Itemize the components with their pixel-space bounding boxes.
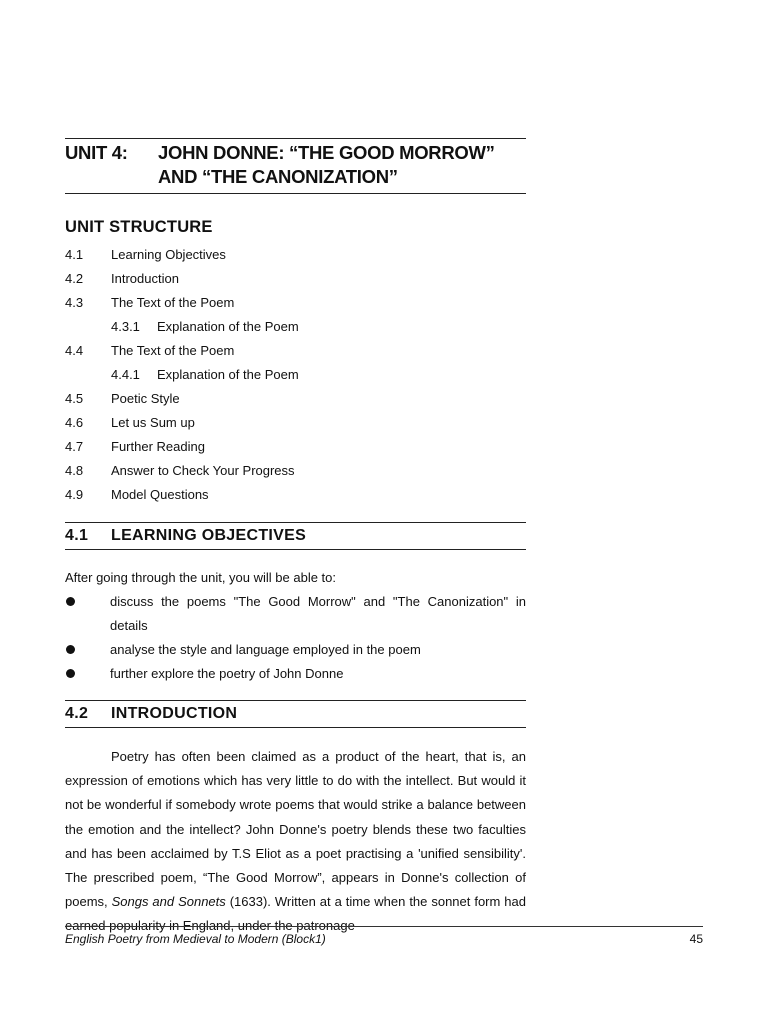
toc-item: 4.9 Model Questions	[65, 487, 209, 502]
toc-item: 4.6 Let us Sum up	[65, 415, 195, 430]
toc-item: 4.8 Answer to Check Your Progress	[65, 463, 295, 478]
bullet-dot-icon	[65, 662, 110, 686]
section-heading-objectives: 4.1 LEARNING OBJECTIVES	[65, 522, 526, 550]
footer-book-title: English Poetry from Medieval to Modern (Block1)	[65, 932, 326, 946]
toc-item: 4.4 The Text of the Poem	[65, 343, 235, 358]
unit-structure-heading: UNIT STRUCTURE	[65, 218, 213, 236]
list-item: further explore the poetry of John Donne	[65, 662, 526, 686]
toc-item: 4.7 Further Reading	[65, 439, 205, 454]
unit-header	[65, 138, 526, 194]
objectives-intro: After going through the unit, you will be able to:	[65, 570, 337, 585]
book-title-italic: Songs and Sonnets	[111, 894, 226, 910]
toc-subitem: 4.3.1 Explanation of the Poem	[111, 319, 299, 334]
toc-item: 4.3 The Text of the Poem	[65, 295, 235, 310]
toc-item: 4.2 Introduction	[65, 271, 179, 286]
unit-title-line-1: JOHN DONNE: “THE GOOD MORROW”	[158, 142, 495, 163]
page-number: 45	[689, 932, 703, 946]
list-item: discuss the poems "The Good Morrow" and "The Canonization" in details	[65, 590, 526, 638]
bullet-dot-icon	[65, 590, 110, 638]
toc-subitem: 4.4.1 Explanation of the Poem	[111, 367, 299, 382]
section-heading-introduction: 4.2 INTRODUCTION	[65, 700, 526, 728]
bullet-dot-icon	[65, 638, 110, 662]
introduction-paragraph: Poetry has often been claimed as a product of the heart, that is, an expression of emotions which has very little to do with the intellect. But would it not be wonderful if somebody wrote poems that would strike a balance between the emotion and the intellect? John Donne's poetry blends these two faculties and has been acclaimed by T.S Eliot as a poet practising a 'unified sensibility'. The prescribed poem, “The Good Morrow”, appears in Donne's collection of poems, Songs and Sonnets (1633). Written at a time when the sonnet form had earned popularity in England, under the patronage	[65, 749, 526, 934]
page-content	[65, 138, 526, 938]
toc-item: 4.1 Learning Objectives	[65, 247, 226, 262]
page-footer	[65, 926, 703, 949]
unit-title-line-2: AND “THE CANONIZATION”	[158, 166, 398, 187]
unit-structure-list	[65, 243, 526, 507]
objectives-list	[65, 590, 526, 686]
list-item: analyse the style and language employed in the poem	[65, 638, 526, 662]
unit-number: UNIT 4:	[65, 142, 128, 163]
toc-item: 4.5 Poetic Style	[65, 391, 180, 406]
